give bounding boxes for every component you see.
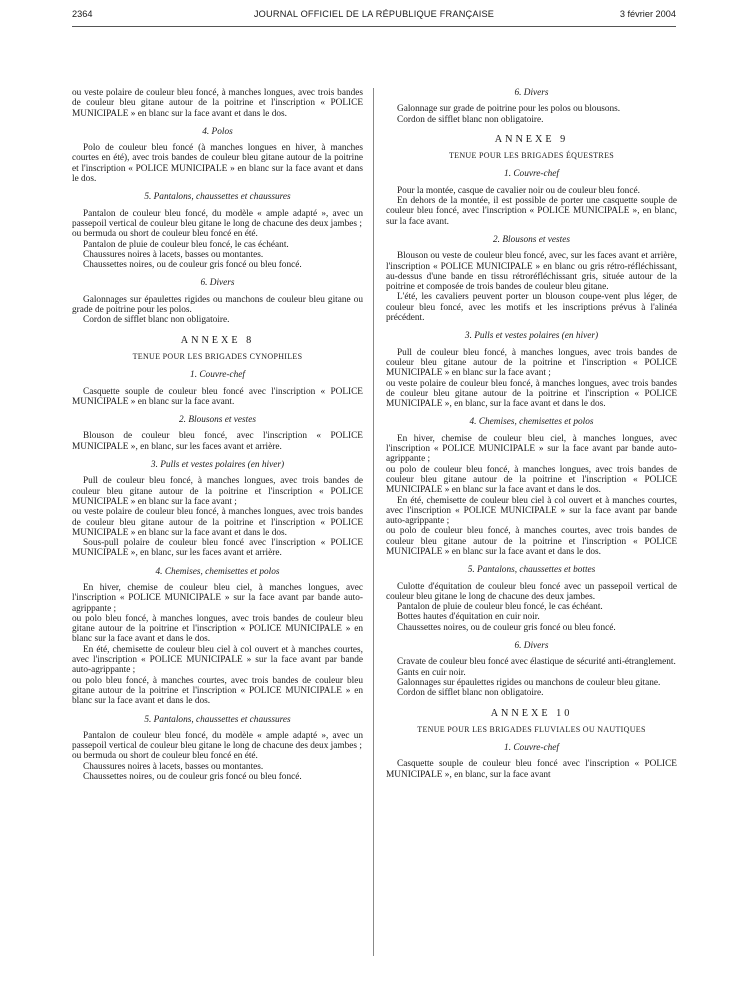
paragraph: ou polo de couleur bleu foncé, à manches longues, avec trois bandes de couleur bleu gitane autour de la poitrine et l'inscription « POLICE MUNICIPALE » en blanc sur la face avant et dans le dos.: [386, 464, 677, 496]
section-heading: 1. Couvre-chef: [504, 169, 559, 180]
page-number: 2364: [72, 9, 93, 19]
paragraph: ou veste polaire de couleur bleu foncé, à manches longues, avec trois bandes de couleur bleu gitane autour de la poitrine et l'inscription « POLICE MUNICIPALE » en blanc sur la face avant et dans le dos.: [72, 507, 363, 538]
annexe-title: TENUE POUR LES BRIGADES FLUVIALES OU NAUTIQUES: [417, 724, 646, 734]
paragraph: Pull de couleur bleu foncé, à manches longues, avec trois bandes de couleur bleu gitane autour de la poitrine et l'inscription « POLICE MUNICIPALE » en blanc sur la face avant ;: [386, 347, 677, 379]
section-heading: 6. Divers: [514, 641, 549, 652]
paragraph: ou polo de couleur bleu foncé, à manches courtes, avec trois bandes de couleur bleu gitane autour de la poitrine et l'inscription « POLICE MUNICIPALE » en blanc sur la face avant et dans le dos.: [386, 526, 677, 557]
section-heading: 2. Blousons et vestes: [179, 415, 256, 426]
paragraph: Pantalon de pluie de couleur bleu foncé, le cas échéant.: [397, 602, 603, 613]
paragraph: Pantalon de couleur bleu foncé, du modèle « ample adapté », avec un passepoil vertical de couleur bleu gitane le long de chacune des deux jambes ;: [72, 730, 363, 752]
paragraph: Blouson ou veste de couleur bleu foncé, avec, sur les faces avant et arrière, l'inscription « POLICE MUNICIPALE » en blanc ou gris rétro-réfléchissant, au-dessus d'une bande en tissu rétroréfléchissant gris, située autour de la poitrine et composée de trois bandes de couleur bleu gitane.: [386, 251, 677, 293]
section-heading: 6. Divers: [514, 88, 549, 98]
paragraph: En été, chemisette de couleur bleu ciel à col ouvert et à manches courtes, avec l'inscription « POLICE MUNICIPALE » sur la face avant par bande auto-agrippante ;: [386, 495, 677, 527]
paragraph: Gants en cuir noir.: [397, 667, 466, 678]
paragraph: Pantalon de pluie de couleur bleu foncé, le cas échéant.: [83, 239, 289, 250]
paragraph: Cravate de couleur bleu foncé avec élastique de sécurité anti-étranglement.: [397, 657, 676, 668]
paragraph: Cordon de sifflet blanc non obligatoire.: [83, 315, 230, 326]
paragraph: Galonnages sur épaulettes rigides ou manchons de couleur bleu gitane ou grade de poitrine pour les polos.: [72, 294, 363, 316]
paragraph: Casquette souple de couleur bleu foncé avec l'inscription « POLICE MUNICIPALE », en blanc, sur la face avant: [386, 759, 677, 780]
page-header: [72, 9, 676, 25]
header-rule: [72, 26, 676, 27]
left-column: [72, 88, 363, 782]
paragraph: Chaussettes noires, ou de couleur gris foncé ou bleu foncé.: [83, 772, 302, 783]
section-heading: 5. Pantalons, chaussettes et bottes: [467, 565, 596, 576]
section-heading: 5. Pantalons, chaussettes et chaussures: [144, 192, 291, 203]
section-heading: 4. Chemises, chemisettes et polos: [155, 566, 280, 577]
section-heading: 3. Pulls et vestes polaires (en hiver): [150, 460, 285, 471]
paragraph: En hiver, chemise de couleur bleu ciel, à manches longues, avec l'inscription « POLICE MUNICIPALE » sur la face avant par bande auto-agrippante ;: [386, 433, 677, 465]
section-heading: 1. Couvre-chef: [190, 370, 245, 381]
section-heading: 3. Pulls et vestes polaires (en hiver): [464, 331, 599, 342]
publication-date: 3 février 2004: [619, 9, 676, 19]
paragraph: ou polo bleu foncé, à manches courtes, avec trois bandes de couleur bleu gitane autour de la poitrine et l'inscription « POLICE MUNICIPALE » en blanc sur la face avant et dans le dos.: [72, 675, 363, 707]
paragraph: Galonnage sur grade de poitrine pour les polos ou blousons.: [397, 104, 621, 115]
journal-title: JOURNAL OFFICIEL DE LA RÉPUBLIQUE FRANÇAISE: [253, 9, 495, 19]
paragraph: En hiver, chemise de couleur bleu ciel, à manches longues, avec l'inscription « POLICE MUNICIPALE » sur la face avant par bande auto-agrippante ;: [72, 582, 363, 614]
column-divider: [373, 88, 374, 956]
paragraph: Chaussures noires à lacets, basses ou montantes.: [83, 761, 264, 772]
paragraph: Cordon de sifflet blanc non obligatoire.: [397, 114, 544, 125]
annexe-heading: ANNEXE 10: [490, 707, 573, 719]
paragraph: ou veste polaire de couleur bleu foncé, à manches longues, avec trois bandes de couleur bleu gitane autour de la poitrine et l'inscription « POLICE MUNICIPALE » en blanc sur la face avant et dans le dos.: [72, 88, 363, 119]
paragraph: ou bermuda ou short de couleur bleu foncé en été.: [72, 229, 258, 240]
paragraph: Bottes hautes d'équitation en cuir noir.: [397, 612, 540, 623]
paragraph: Polo de couleur bleu foncé (à manches longues en hiver, à manches courtes en été), avec trois bandes de couleur bleu gitane autour de la poitrine et l'inscription « POLICE MUNICIPALE » en blanc sur la face avant et dans le dos.: [72, 143, 363, 185]
annexe-title: TENUE POUR LES BRIGADES ÉQUESTRES: [448, 151, 615, 161]
paragraph: ou polo bleu foncé, à manches longues, avec trois bandes de couleur bleu gitane autour de la poitrine et l'inscription « POLICE MUNICIPALE » en blanc sur la face avant et dans le dos.: [72, 613, 363, 645]
section-heading: 6. Divers: [200, 278, 235, 289]
section-heading: 4. Chemises, chemisettes et polos: [469, 417, 594, 428]
paragraph: Pull de couleur bleu foncé, à manches longues, avec trois bandes de couleur bleu gitane autour de la poitrine et l'inscription « POLICE MUNICIPALE » en blanc sur la face avant ;: [72, 476, 363, 507]
paragraph: Chaussettes noires, ou de couleur gris foncé ou bleu foncé.: [83, 260, 302, 271]
paragraph: En été, chemisette de couleur bleu ciel à col ouvert et à manches courtes, avec l'inscription « POLICE MUNICIPALE » sur la face avant par bande auto-agrippante ;: [72, 644, 363, 676]
section-heading: 5. Pantalons, chaussettes et chaussures: [144, 714, 291, 725]
paragraph: Pour la montée, casque de cavalier noir ou de couleur bleu foncé.: [397, 185, 640, 196]
right-column: [386, 88, 677, 780]
paragraph: Pantalon de couleur bleu foncé, du modèle « ample adapté », avec un passepoil vertical de couleur bleu gitane le long de chacune des deux jambes ;: [72, 208, 363, 229]
section-heading: 4. Polos: [202, 126, 233, 137]
paragraph: ou veste polaire de couleur bleu foncé, à manches longues, avec trois bandes de couleur bleu gitane autour de la poitrine et l'inscription « POLICE MUNICIPALE », en blanc, sur la face avant et dans le dos.: [386, 378, 677, 410]
paragraph: Casquette souple de couleur bleu foncé avec l'inscription « POLICE MUNICIPALE » en blanc sur la face avant.: [72, 386, 363, 407]
paragraph: Cordon de sifflet blanc non obligatoire.: [397, 688, 544, 699]
section-heading: 1. Couvre-chef: [504, 743, 559, 754]
paragraph: ou bermuda ou short de couleur bleu foncé en été.: [72, 751, 258, 762]
section-heading: 2. Blousons et vestes: [493, 234, 570, 245]
annexe-heading: ANNEXE 8: [180, 334, 255, 346]
paragraph: Sous-pull polaire de couleur bleu foncé avec l'inscription « POLICE MUNICIPALE », en blanc, sur les faces avant et arrière.: [72, 538, 363, 559]
paragraph: Chaussettes noires, ou de couleur gris foncé ou bleu foncé.: [397, 622, 616, 633]
paragraph: En dehors de la montée, il est possible de porter une casquette souple de couleur bleu foncé, avec l'inscription « POLICE MUNICIPALE », en blanc, sur la face avant.: [386, 196, 677, 227]
paragraph: Blouson de couleur bleu foncé, avec l'inscription « POLICE MUNICIPALE », en blanc, sur les faces avant et arrière.: [72, 431, 363, 452]
paragraph: L'été, les cavaliers peuvent porter un blouson coupe-vent plus léger, de couleur bleu foncé, avec les motifs et les inscriptions prévus à l'alinéa précédent.: [386, 292, 677, 324]
annexe-title: TENUE POUR LES BRIGADES CYNOPHILES: [132, 351, 303, 361]
paragraph: Galonnages sur épaulettes rigides ou manchons de couleur bleu gitane.: [397, 677, 661, 688]
paragraph: Culotte d'équitation de couleur bleu foncé avec un passepoil vertical de couleur bleu gitane le long de chacune des deux jambes.: [386, 581, 677, 602]
paragraph: Chaussures noires à lacets, basses ou montantes.: [83, 249, 264, 260]
annexe-heading: ANNEXE 9: [494, 133, 569, 145]
